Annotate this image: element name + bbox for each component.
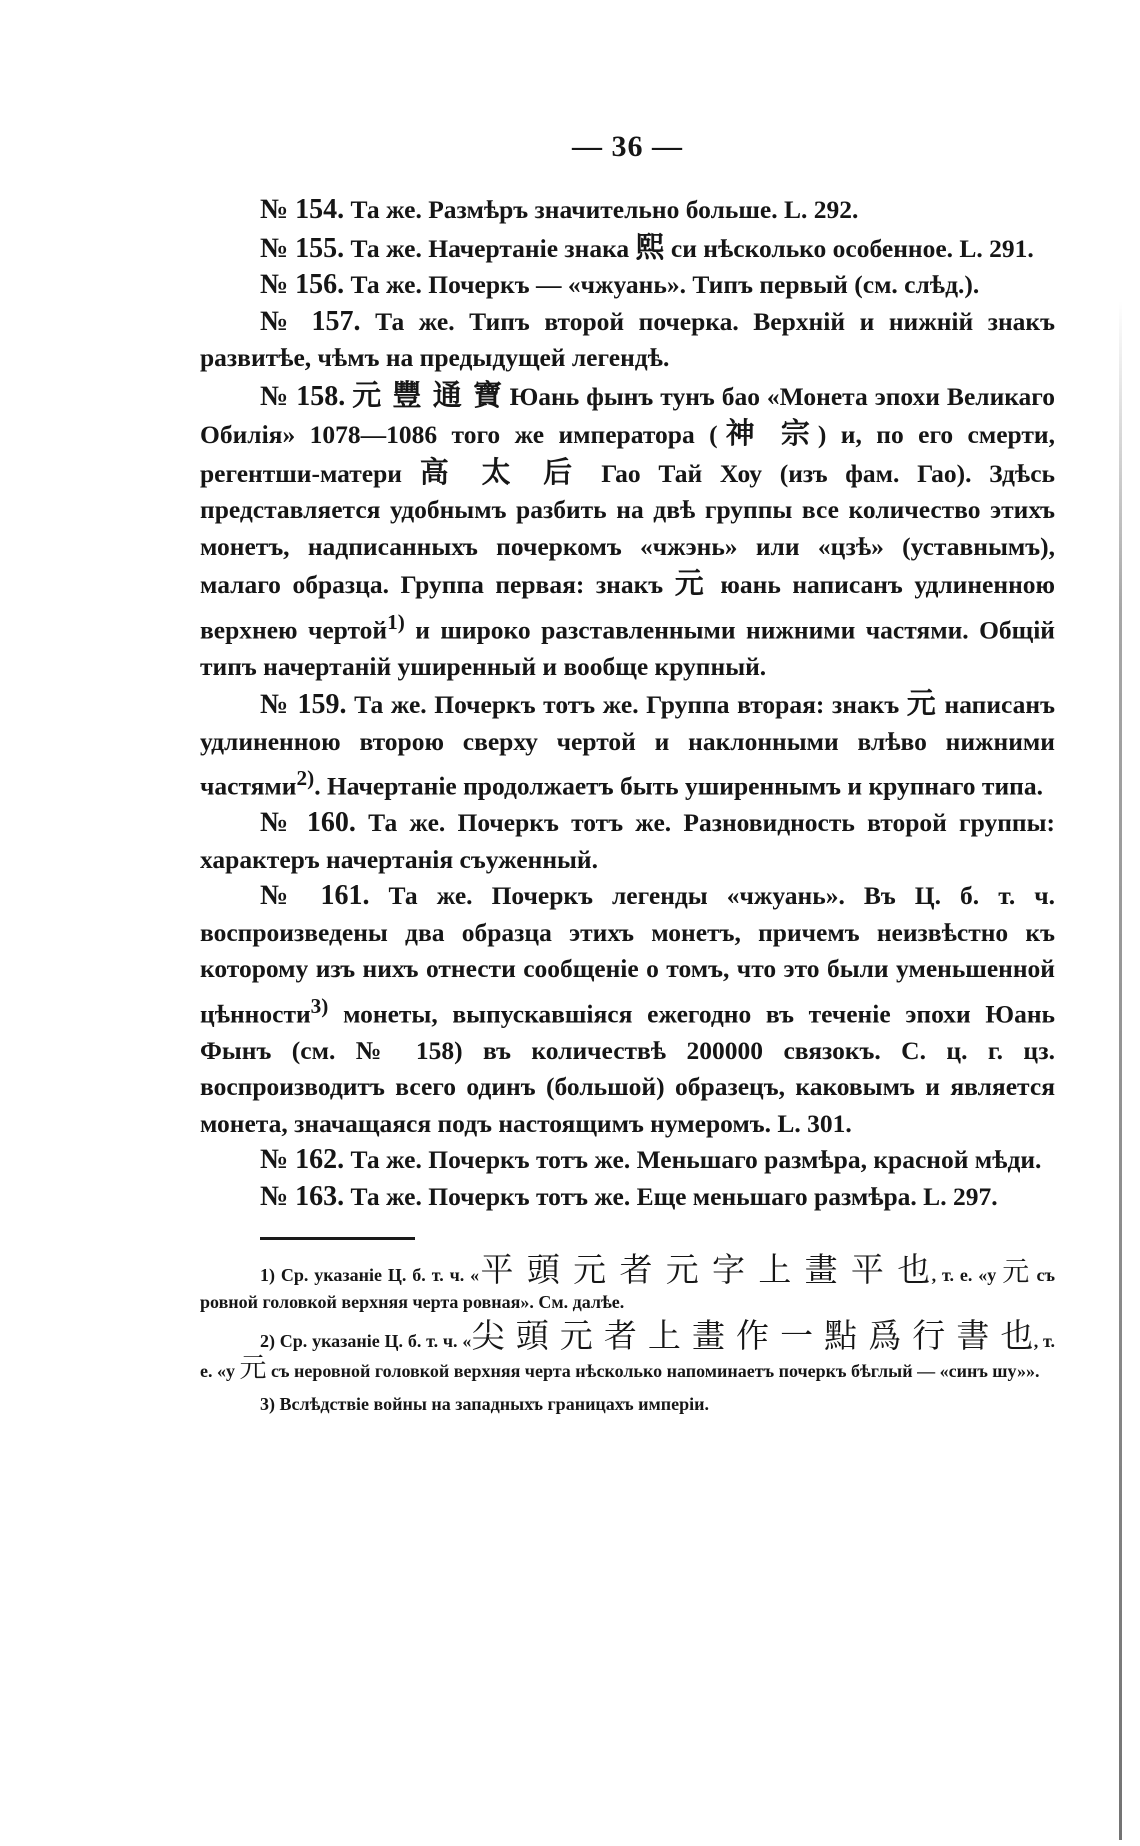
footnote-text: съ ровной головкой верхняя черта ровная». См. далѣе. [200,1265,1055,1312]
entry-number: № 158. [260,380,346,412]
footnote-ref: 2) [296,766,315,790]
entry-text: и широко разставленными нижними частями. Общій типъ начертаній уширенный и вообще крупный. [200,615,1055,681]
entry-text: Юань фынъ тунъ бао «Монета эпохи Великаго Обилія» 1078—1086 того же императора ( [200,381,1056,449]
regent-name-characters: 高 太 后 [419,454,584,489]
entry-text: Та же. Почеркъ легенды «чжуань». Въ Ц. б. т. ч. воспроизведены два образца этихъ монетъ, причемъ неизвѣстно къ которому изъ нихъ отнести сообщеніе о томъ, что это были уменьшенной цѣнности [200,881,1055,1028]
footnote-2 [200,1316,1055,1385]
entry-number: № 156. [260,269,345,300]
entry-160 [200,805,1055,878]
entry-157 [200,304,1055,377]
footnote-text: , т. е. «у [200,1331,1055,1381]
footnote-3 [200,1391,1055,1418]
entry-text: юань написанъ удлиненною верхнею чертой [200,570,1055,644]
entry-162 [200,1142,1055,1179]
chinese-quote-characters: 平 頭 元 者 元 字 上 畫 平 也 [479,1250,932,1289]
entry-number: № 159. [260,689,347,720]
entry-text: ) и, по его смерти, регентши-матери [200,420,1055,488]
entry-text: си нѣсколько особенное. L. 291. [664,233,1034,263]
entry-text: Гао Тай Хоу (изъ фам. Гао). Здѣсь представляется удобнымъ разбить на двѣ группы все количество этихъ монетъ, надписанныхъ почеркомъ «чжэнь» или «цзѣ» (уставнымъ), малаго образца. Группа первая: знакъ [200,458,1055,599]
chinese-character: 元 [1002,1257,1031,1288]
chinese-character: 元 [239,1353,267,1384]
footnote-rule [260,1237,415,1240]
entry-text: Та же. Почеркъ тотъ же. Еще меньшаго размѣра. L. 297. [344,1181,998,1211]
footnote-text: , т. е. «у [931,1265,1003,1285]
entry-158 [200,377,1055,686]
chinese-character: 元 [906,686,937,720]
entry-number: № 157. [260,305,361,337]
footnote-text: съ неровной головкой верхняя черта нѣсколько напоминаетъ почеркъ бѣглый — «синъ шу»». [266,1361,1040,1381]
entry-154 [200,192,1055,229]
entry-number: № 160. [260,807,356,838]
entry-text: Та же. Почеркъ тотъ же. Группа вторая: знакъ [346,690,907,719]
entry-number: № 154. [260,194,345,225]
entry-text: написанъ удлиненною второю сверху чертой и наклонными влѣво нижними частями [200,690,1055,801]
emperor-name-characters: 神 宗 [717,416,818,450]
footnote-ref: 1) [387,609,405,634]
footnote-ref: 3) [310,993,329,1018]
footnote-text: 1) Ср. указаніе Ц. б. т. ч. « [260,1265,480,1285]
entry-text: Та же. Почеркъ тотъ же. Меньшаго размѣра, красной мѣди. [344,1145,1042,1174]
footnote-text: 2) Ср. указаніе Ц. б. т. ч. « [260,1331,472,1351]
chinese-character: 熙 [635,229,665,264]
entry-text: Та же. Почеркъ — «чжуань». Типъ первый (см. слѣд.). [344,270,980,299]
chinese-character: 元 [674,566,709,600]
book-page [200,130,1055,1424]
footnotes [200,1237,1055,1418]
entry-159 [200,685,1055,805]
entry-number: № 163. [260,1180,345,1212]
entry-number: № 162. [260,1144,345,1175]
entry-text: монеты, выпускавшіяся ежегодно въ теченіе эпохи Юань Фынъ (см. № 158) въ количествѣ 200000 связокъ. С. ц. г. цз. воспроизводитъ всего одинъ (большой) образецъ, каковымъ и является монета, значащаяся подъ настоящимъ нумеромъ. L. 301. [200,999,1055,1138]
page-edge-shadow [1119,300,1122,1840]
chinese-quote-characters: 尖 頭 元 者 上 畫 作 一 點 爲 行 書 也 [471,1316,1034,1355]
entry-text: Та же. Размѣръ значительно больше. L. 292. [344,195,859,224]
entry-text: Та же. Почеркъ тотъ же. Разновидность второй группы: характеръ начертанія съуженный. [200,808,1055,874]
entry-155 [200,229,1055,268]
entry-156 [200,267,1055,304]
entry-163 [200,1179,1055,1216]
coin-legend-characters: 元 豐 通 寶 [352,377,503,412]
footnote-1 [200,1250,1055,1316]
entry-text: Та же. Начертаніе знака [344,233,636,263]
entry-text: Та же. Типъ второй почерка. Верхній и нижній знакъ развитѣе, чѣмъ на предыдущей легендѣ. [200,306,1055,372]
footnote-text: 3) Вслѣдствіе войны на западныхъ границахъ имперіи. [260,1394,709,1414]
entry-161 [200,878,1055,1142]
entry-number: № 155. [260,232,345,264]
entry-text: . Начертаніе продолжаетъ быть уширеннымъ и крупнаго типа. [314,771,1043,801]
entry-number: № 161. [260,880,370,911]
page-number: — 36 — [572,130,683,163]
